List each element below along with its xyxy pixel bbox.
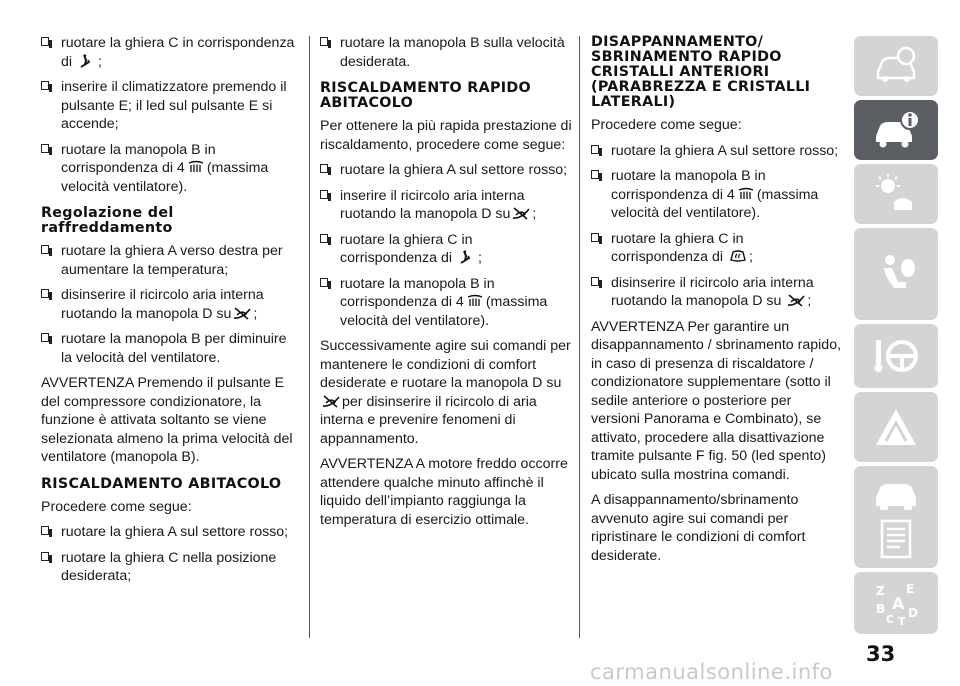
recirculation-icon xyxy=(233,306,251,320)
list-item: inserire il ricircolo aria interna ruotando la manopola D su ; xyxy=(320,187,572,224)
car-warning-icon xyxy=(872,44,920,88)
paragraph: Procedere come segue: xyxy=(591,117,742,133)
bullet-icon xyxy=(41,526,49,535)
feet-airflow-icon xyxy=(458,250,476,264)
column-divider xyxy=(579,36,580,638)
list-item: ruotare la manopola B sulla velocità desiderata. xyxy=(320,34,572,71)
text-column-3 xyxy=(591,34,843,572)
list-item: ruotare la ghiera A sul settore rosso; xyxy=(320,161,572,180)
index-letters-icon xyxy=(872,581,920,625)
airbag-icon xyxy=(872,252,920,296)
list-item: inserire il climatizzatore premendo il pulsante E; il led sul pulsante E si accende; xyxy=(41,78,299,134)
list-icon xyxy=(872,517,920,561)
warning-paragraph: AVVERTENZA Per garantire un disappannamento / sbrinamento rapido, in caso di presenza di riscaldatore / condizionatore supplementare (sotto il sedile anteriore o posteriore per versioni Panorama e Combinato), se attivato, procedere alla disattivazione tramite pulsante F fig. 50 (led spento) ubicato sulla mostrina comandi. xyxy=(591,318,842,483)
warning-paragraph: AVVERTENZA A motore freddo occorre attendere qualche minuto affinchè il liquido dell’impianto raggiunga la temperatura di esercizio ottimale. xyxy=(320,456,568,528)
list-item: ruotare la ghiera C in corrispondenza di ; xyxy=(320,231,572,268)
bullet-icon xyxy=(591,170,599,179)
steering-wheel-icon xyxy=(872,334,920,378)
svg-text:T: T xyxy=(898,615,906,625)
fan-icon xyxy=(466,294,484,308)
windshield-icon xyxy=(729,249,747,263)
sidebar-tab-airbag[interactable] xyxy=(854,228,938,320)
text-column-1 xyxy=(41,34,299,593)
bullet-icon xyxy=(41,144,49,153)
feet-airflow-icon xyxy=(78,54,96,68)
bullet-icon xyxy=(320,37,328,46)
section-heading: Regolazione del raffreddamento xyxy=(41,205,174,236)
paragraph: A disappannamento/sbrinamento avvenuto agire sui comandi per ripristinare le condizioni di comfort desiderate. xyxy=(591,492,806,564)
car-info-icon xyxy=(872,108,920,152)
list-item: ruotare la ghiera A sul settore rosso; xyxy=(41,523,299,542)
sidebar-tab-steering[interactable] xyxy=(854,324,938,388)
list-item: ruotare la ghiera C in corrispondenza di ; xyxy=(41,34,299,71)
list-item: ruotare la manopola B in corrispondenza di 4 (massima velocità del ventilatore). xyxy=(591,167,843,223)
column-divider xyxy=(309,36,310,638)
list-item: ruotare la ghiera C nella posizione desiderata; xyxy=(41,549,299,586)
sidebar-tab-list[interactable] xyxy=(854,510,938,568)
paragraph: Procedere come segue: xyxy=(41,498,192,515)
section-heading: RISCALDAMENTO RAPIDO ABITACOLO xyxy=(320,80,531,111)
svg-text:E: E xyxy=(906,582,915,596)
bullet-icon xyxy=(591,233,599,242)
bullet-icon xyxy=(320,278,328,287)
section-heading: DISAPPANNAMENTO/ SBRINAMENTO RAPIDO CRISTALLI ANTERIORI (PARABREZZA E CRISTALLI LATERALI) xyxy=(591,34,811,110)
page-number: 33 xyxy=(866,642,896,666)
list-item: disinserire il ricircolo aria interna ruotando la manopola D su ; xyxy=(41,286,299,323)
recirculation-icon xyxy=(512,206,530,220)
list-item: ruotare la ghiera C in corrispondenza di ; xyxy=(591,230,843,267)
bullet-icon xyxy=(41,333,49,342)
svg-text:D: D xyxy=(908,606,918,620)
section-heading: RISCALDAMENTO ABITACOLO xyxy=(41,475,282,492)
bullet-icon xyxy=(41,81,49,90)
sidebar-tab-lights[interactable] xyxy=(854,164,938,224)
list-item: ruotare la manopola B in corrispondenza di 4 (massima velocità del ventilatore). xyxy=(320,275,572,331)
list-item: disinserire il ricircolo aria interna ruotando la manopola D su ; xyxy=(591,274,843,311)
bullet-icon xyxy=(41,37,49,46)
bullet-icon xyxy=(41,245,49,254)
watermark: carmanualsonline.info xyxy=(590,660,833,684)
bullet-icon xyxy=(591,145,599,154)
bullet-icon xyxy=(591,277,599,286)
sidebar-tab-car-info[interactable] xyxy=(854,100,938,160)
svg-text:C: C xyxy=(886,613,895,625)
warning-paragraph: AVVERTENZA Premendo il pulsante E del compressore condizionatore, la funzione è attivata soltanto se viene selezionata almeno la prima velocità del ventilatore (manopola B). xyxy=(41,375,293,465)
fan-icon xyxy=(187,160,205,174)
fan-icon xyxy=(737,187,755,201)
sidebar-tab-index[interactable] xyxy=(854,572,938,634)
recirculation-icon xyxy=(322,394,340,408)
bullet-icon xyxy=(320,164,328,173)
bullet-icon xyxy=(41,552,49,561)
svg-text:B: B xyxy=(876,602,886,616)
list-item: ruotare la manopola B per diminuire la velocità del ventilatore. xyxy=(41,330,299,367)
text-column-2 xyxy=(320,34,572,536)
list-item: ruotare la ghiera A verso destra per aumentare la temperatura; xyxy=(41,242,299,279)
warning-road-icon xyxy=(872,405,920,449)
list-item: ruotare la manopola B in corrispondenza di 4 (massima velocità ventilatore). xyxy=(41,141,299,197)
recirculation-icon xyxy=(787,293,805,307)
paragraph: Successivamente agire sui comandi per mantenere le condizioni di comfort desiderate e ruotare la manopola D su per disinserire il ricircolo di aria interna e prevenire fenomeni di appannamento. xyxy=(320,338,571,447)
svg-text:A: A xyxy=(892,594,905,613)
sidebar-tab-warning-road[interactable] xyxy=(854,392,938,462)
bullet-icon xyxy=(320,234,328,243)
lights-icon xyxy=(872,172,920,216)
svg-text:Z: Z xyxy=(876,584,885,598)
sidebar-tab-car-warning[interactable] xyxy=(854,36,938,96)
list-item: ruotare la ghiera A sul settore rosso; xyxy=(591,142,843,161)
bullet-icon xyxy=(41,289,49,298)
bullet-icon xyxy=(320,190,328,199)
paragraph: Per ottenere la più rapida prestazione di riscaldamento, procedere come segue: xyxy=(320,118,572,153)
